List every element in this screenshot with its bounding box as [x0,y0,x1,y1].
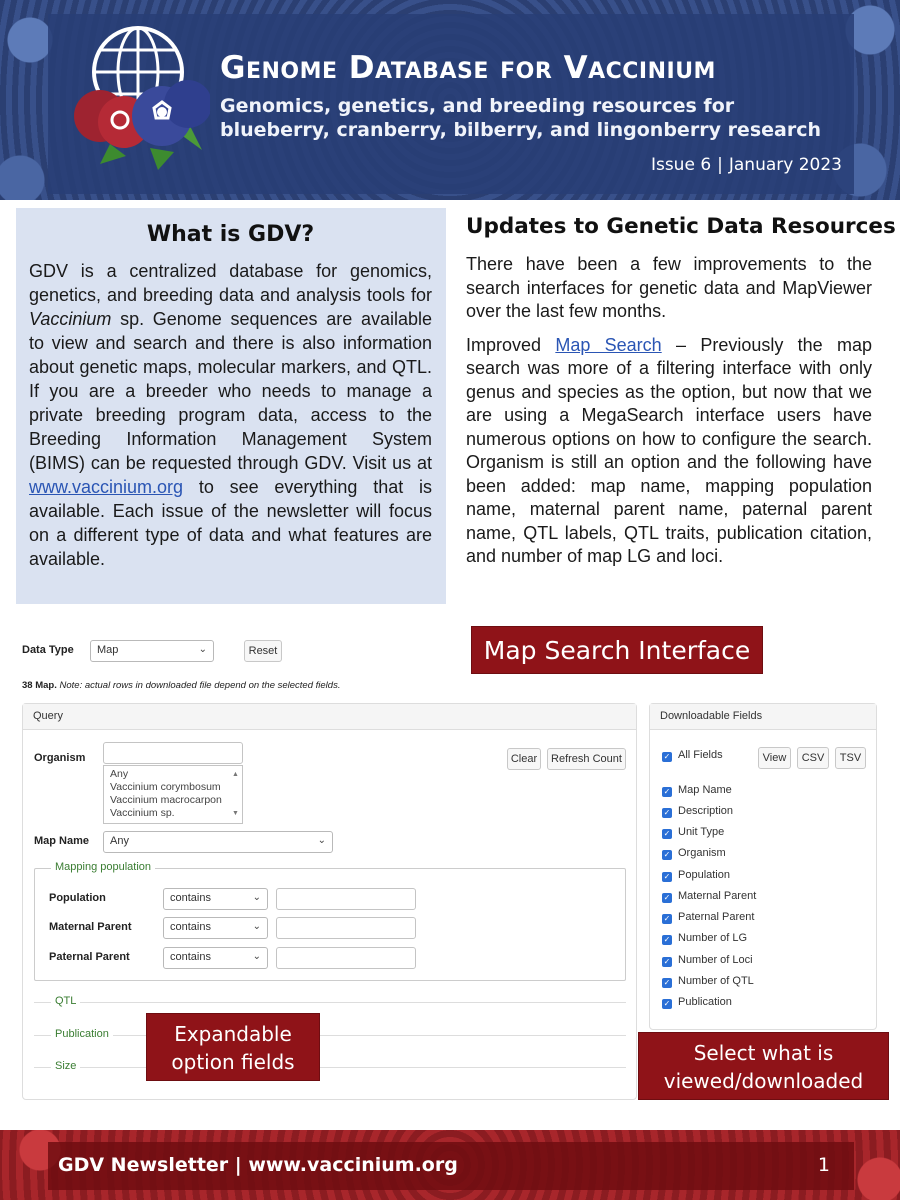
downloadable-fields-panel [649,703,877,1030]
paternal-operator-value: contains [170,951,211,963]
refresh-count-button[interactable]: Refresh Count [547,748,626,770]
checkmark-icon: ✓ [663,978,671,987]
field-label: Organism [678,847,726,859]
size-divider [34,1067,626,1068]
site-subtitle: Genomics, genetics, and breeding resources for blueberry, cranberry, bilberry, and lingonberry research [220,95,821,141]
field-label: Description [678,805,734,817]
select-viewed-callout [638,1032,889,1100]
data-type-label: Data Type [22,644,74,656]
issue-date-line [620,155,842,175]
checkmark-icon: ✓ [663,829,671,838]
checkmark-icon: ✓ [663,787,671,796]
listbox-scrollbar[interactable]: ▲ ▼ [232,771,239,817]
gdv-text-part-a: GDV is a centralized database for genomics, genetics, and breeding data and analysis tools for [29,261,432,305]
site-title: Genome Database for Vaccinium [220,50,716,86]
chevron-down-icon: ⌄ [252,892,261,903]
mapping-population-legend: Mapping population [51,861,155,873]
downloadable-fields-title: Downloadable Fields [650,704,876,730]
issue-separator: | [717,155,723,175]
gdv-text-part-b: sp. Genome sequences are available to view and search and there is also information about genetic maps, molecular markers, and QTL. If you are a breeder who needs to manage a private breeding program data, access to the Breeding Information Management System (BIMS) can be requested through GDV. Visit us at [29,309,432,473]
maternal-operator-select[interactable] [163,917,268,939]
organism-option[interactable]: Vaccinium corymbosum [110,781,221,793]
organism-filter-input[interactable] [103,742,243,764]
expandable-callout-line-2: option fields [171,1050,295,1074]
select-callout-line-2: viewed/downloaded [663,1069,864,1093]
field-label: Number of Loci [678,954,753,966]
organism-listbox[interactable] [103,765,243,824]
map-search-text-b: – Previously the map search was more of a filtering interface with only genus and species as the option, but now that we are using a MegaSearch interface users have numerous options on how to configure the search. Organism is still an option and the following have been added: map name, mapping population name, maternal parent name, paternal parent name, QTL labels, QTL traits, publication citation, and number of map LG and loci. [466,334,872,566]
field-checkbox-publication[interactable] [662,996,732,1009]
field-checkbox-maternal-parent[interactable] [662,890,756,903]
paternal-parent-label: Paternal Parent [49,951,130,963]
checkmark-icon: ✓ [663,935,671,944]
checkmark-icon: ✓ [663,872,671,881]
organism-option[interactable]: Any [110,768,129,780]
reset-button[interactable]: Reset [244,640,282,662]
field-checkbox-number-of-loci[interactable] [662,954,753,967]
field-checkbox-number-of-qtl[interactable] [662,975,754,988]
chevron-down-icon: ⌄ [317,835,326,846]
map-name-select[interactable] [103,831,333,853]
tsv-button[interactable]: TSV [835,747,866,769]
field-label: Map Name [678,784,732,796]
organism-option[interactable]: Vaccinium sp. [110,807,175,819]
maternal-operator-value: contains [170,921,211,933]
field-label: Paternal Parent [678,911,755,923]
checkmark-icon: ✓ [663,893,671,902]
field-label: Number of QTL [678,975,754,987]
all-fields-label: All Fields [678,749,723,761]
qtl-section-toggle[interactable]: QTL [51,995,80,1007]
result-count-line [22,680,340,691]
field-label: Unit Type [678,826,725,838]
field-checkbox-description[interactable] [662,805,733,818]
field-label: Maternal Parent [678,890,757,902]
gdv-logo-icon [70,24,210,174]
paternal-operator-select[interactable] [163,947,268,969]
map-search-paragraph [466,334,872,569]
publication-divider [34,1035,626,1036]
qtl-divider [34,1002,626,1003]
population-label: Population [49,892,106,904]
query-panel-title: Query [23,704,636,730]
chevron-down-icon: ⌄ [198,644,207,655]
checkmark-icon: ✓ [663,850,671,859]
field-checkbox-map-name[interactable] [662,784,732,797]
issue-number: Issue 6 [650,155,712,175]
data-type-select[interactable] [90,640,214,662]
footer-banner [0,1130,900,1200]
issue-date: January 2023 [728,155,842,175]
publication-section-toggle[interactable]: Publication [51,1028,113,1040]
gdv-text-part-c: to see everything that is available. Each issue of the newsletter will focus on a different type of data and what features are available. [29,477,432,569]
chevron-down-icon: ⌄ [252,921,261,932]
updates-section [466,214,896,579]
field-label: Population [678,869,730,881]
map-search-interface-callout: Map Search Interface [471,626,763,674]
what-is-gdv-paragraph [29,259,432,571]
map-name-value: Any [110,835,129,847]
clear-button[interactable]: Clear [507,748,541,770]
population-input[interactable] [276,888,416,910]
csv-button[interactable]: CSV [797,747,829,769]
checkmark-icon: ✓ [663,914,671,923]
population-operator-value: contains [170,892,211,904]
chevron-down-icon: ⌄ [252,951,261,962]
result-count-note: Note: actual rows in downloaded file depend on the selected fields. [56,680,341,691]
field-checkbox-population[interactable] [662,869,730,882]
footer-newsletter-text: GDV Newsletter | www.vaccinium.org [58,1154,458,1176]
map-search-link[interactable]: Map Search [555,334,662,355]
vaccinium-italic: Vaccinium [29,309,112,329]
checkmark-icon: ✓ [663,999,671,1008]
footer-bar [48,1142,854,1190]
data-type-value: Map [97,644,119,656]
map-name-label: Map Name [34,835,90,847]
population-operator-select[interactable] [163,888,268,910]
all-fields-checkbox[interactable] [662,749,723,762]
page-number: 1 [817,1154,830,1176]
field-label: Publication [678,996,732,1008]
expandable-callout-line-1: Expandable [174,1022,292,1046]
checkmark-icon: ✓ [663,957,671,966]
maternal-parent-label: Maternal Parent [49,921,132,933]
checkmark-icon: ✓ [663,752,671,761]
updates-intro-paragraph: There have been a few improvements to the search interfaces for genetic data and MapViewer over the last few months. [466,254,872,321]
view-button[interactable]: View [758,747,791,769]
size-section-toggle[interactable]: Size [51,1060,80,1072]
field-checkbox-paternal-parent[interactable] [662,911,754,924]
organism-option[interactable]: Vaccinium macrocarpon [110,794,222,806]
vaccinium-website-link[interactable]: www.vaccinium.org [29,477,184,497]
updates-heading: Updates to Genetic Data Resources [466,214,896,239]
field-label: Number of LG [678,932,748,944]
map-search-text-a: Improved [466,334,556,355]
expandable-fields-callout [146,1013,320,1081]
query-panel [22,703,637,1100]
result-count: 38 Map. [22,680,57,691]
paternal-parent-input[interactable] [276,947,416,969]
mapping-population-fieldset [34,861,626,981]
field-checkbox-organism[interactable] [662,847,726,860]
maternal-parent-input[interactable] [276,917,416,939]
what-is-gdv-box [16,208,446,604]
select-callout-line-1: Select what is [693,1041,834,1065]
header-banner [0,0,900,200]
checkmark-icon: ✓ [663,808,671,817]
field-checkbox-number-of-lg[interactable] [662,932,747,945]
what-is-gdv-heading: What is GDV? [146,222,315,247]
field-checkbox-unit-type[interactable] [662,826,724,839]
organism-label: Organism [34,752,86,764]
map-search-screenshot [0,620,900,1120]
